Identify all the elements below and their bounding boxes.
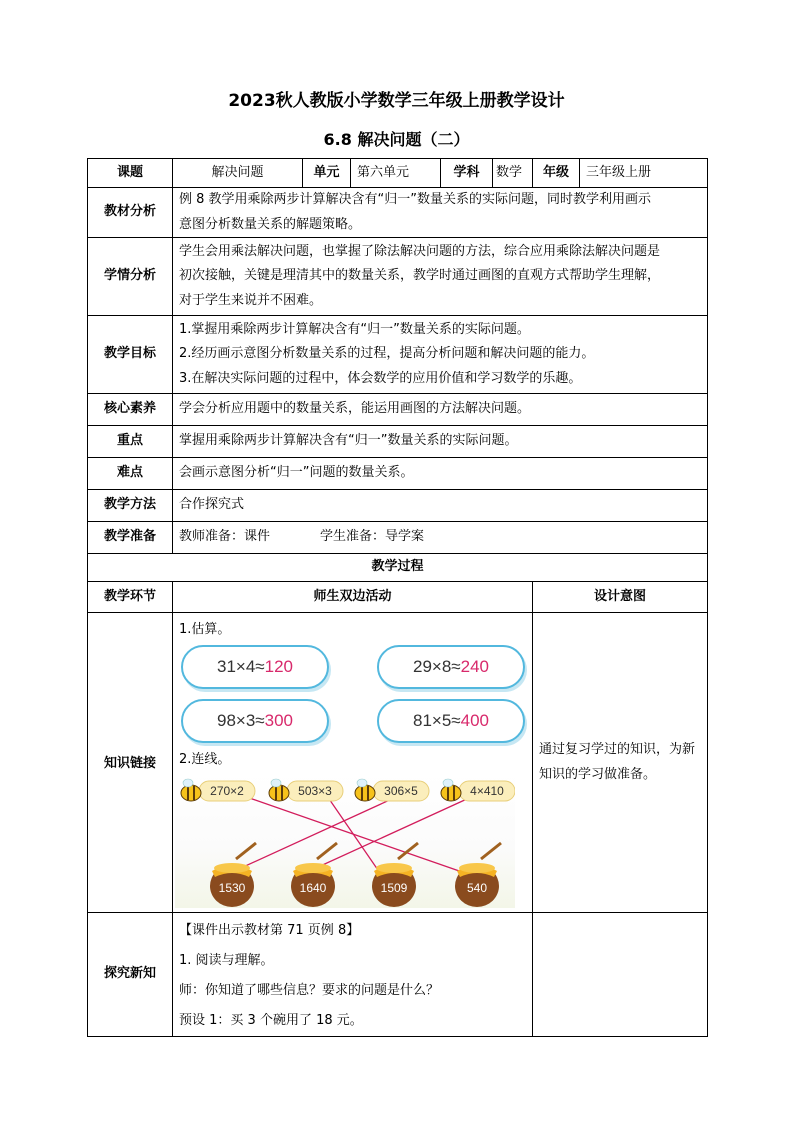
- explore-label: 探究新知: [88, 913, 173, 1037]
- bee-icon: [355, 779, 375, 801]
- estimate-expr: 31×4≈: [217, 657, 265, 676]
- pot-label: 1530: [218, 881, 246, 895]
- intent-header: 设计意图: [533, 582, 708, 613]
- textbook-label: 教材分析: [88, 188, 173, 238]
- topic-value: 解决问题: [173, 159, 303, 188]
- text-line: 2.经历画示意图分析数量关系的过程，提高分析问题和解决问题的能力。: [179, 346, 595, 362]
- prep-text: [173, 522, 708, 554]
- text-line: 师：你知道了哪些信息？要求的问题是什么？: [179, 982, 440, 998]
- text-line: 学生会用乘法解决问题，也掌握了除法解决问题的方法，综合应用乘除法解决问题是: [179, 244, 661, 260]
- estimate-card: [377, 699, 525, 743]
- subject-value: 数学: [493, 159, 533, 188]
- method-text: 合作探究式: [173, 490, 708, 522]
- activity-header: 师生双边活动: [173, 582, 533, 613]
- bee-card[interactable]: [269, 779, 343, 801]
- pot-label: 1509: [380, 881, 408, 895]
- key-row: [88, 426, 708, 458]
- students-row: [88, 238, 708, 316]
- stage-header: 教学环节: [88, 582, 173, 613]
- subject-label: 学科: [441, 159, 493, 188]
- bee-icon: [181, 779, 201, 801]
- estimate-card: [377, 645, 525, 689]
- students-text: [173, 238, 708, 316]
- estimate-answer: 240: [460, 657, 489, 676]
- honey-pot-icon: [455, 843, 501, 907]
- literacy-label: 核心素养: [88, 394, 173, 426]
- knowledge-intent: [533, 613, 708, 913]
- textbook-text: [173, 188, 708, 238]
- knowledge-label: 知识链接: [88, 613, 173, 913]
- key-text: 掌握用乘除两步计算解决含有“归一”数量关系的实际问题。: [173, 426, 708, 458]
- literacy-text: 学会分析应用题中的数量关系，能运用画图的方法解决问题。: [173, 394, 708, 426]
- prep-row: [88, 522, 708, 554]
- pot-label: 540: [466, 881, 488, 895]
- estimate-expr: 98×3≈: [217, 711, 265, 730]
- match-line[interactable]: [325, 793, 380, 873]
- text-line: 1. 阅读与理解。: [179, 952, 274, 968]
- honey-pot[interactable]: [210, 843, 256, 907]
- info-row: [88, 159, 708, 188]
- process-heading: 教学过程: [88, 554, 708, 582]
- match-line[interactable]: [230, 793, 405, 873]
- bee-card[interactable]: [355, 779, 429, 801]
- matching-heading: 2.连线。: [179, 752, 231, 767]
- teacher-prep: 教师准备：课件: [179, 529, 271, 545]
- text-line: 1.掌握用乘除两步计算解决含有“归一”数量关系的实际问题。: [179, 322, 530, 338]
- bee-icon: [441, 779, 461, 801]
- pot-label: 1640: [299, 881, 327, 895]
- grade-label: 年级: [533, 159, 580, 188]
- difficulty-row: [88, 458, 708, 490]
- prep-label: 教学准备: [88, 522, 173, 554]
- goals-text: [173, 316, 708, 394]
- explore-row: [88, 913, 708, 1037]
- goals-row: [88, 316, 708, 394]
- estimate-card: [181, 699, 329, 743]
- process-header-row: [88, 582, 708, 613]
- lesson-title: 6.8 解决问题（二）: [323, 130, 470, 149]
- method-label: 教学方法: [88, 490, 173, 522]
- text-line: 初次接触，关键是理清其中的数量关系，教学时通过画图的直观方式帮助学生理解，: [179, 268, 661, 284]
- topic-label: 课题: [88, 159, 173, 188]
- bee-card[interactable]: [181, 779, 255, 801]
- estimate-expr: 29×8≈: [413, 657, 461, 676]
- estimate-answer: 300: [264, 711, 293, 730]
- honey-pot-icon: [291, 843, 337, 907]
- difficulty-text: 会画示意图分析“归一”问题的数量关系。: [173, 458, 708, 490]
- text-line: 意图分析数量关系的解题策略。: [179, 216, 362, 232]
- bee-card-label: 4×410: [470, 784, 504, 798]
- students-label: 学情分析: [88, 238, 173, 316]
- bee-card-label: 503×3: [298, 784, 332, 798]
- textbook-row: [88, 188, 708, 238]
- intent-line: 知识的学习做准备。: [539, 766, 657, 782]
- document-title: 2023秋人教版小学数学三年级上册教学设计: [228, 91, 565, 111]
- honey-pot-icon: [210, 843, 256, 907]
- process-heading-row: [88, 554, 708, 582]
- grade-value: 三年级上册: [580, 159, 708, 188]
- knowledge-content: [173, 613, 533, 913]
- goals-label: 教学目标: [88, 316, 173, 394]
- matching-exercise: [175, 773, 515, 908]
- bee-card[interactable]: [441, 779, 515, 801]
- knowledge-row: [88, 613, 708, 913]
- bee-card-label: 306×5: [384, 784, 418, 798]
- text-line: 【课件出示教材第 71 页例 8】: [179, 922, 360, 938]
- method-row: [88, 490, 708, 522]
- literacy-row: [88, 394, 708, 426]
- honey-pot-icon: [372, 843, 418, 907]
- estimate-heading: 1.估算。: [179, 622, 231, 637]
- text-line: 3.在解决实际问题的过程中，体会数学的应用价值和学习数学的乐趣。: [179, 370, 582, 386]
- difficulty-label: 难点: [88, 458, 173, 490]
- explore-intent: [533, 913, 708, 1037]
- text-line: 预设 1：买 3 个碗用了 18 元。: [179, 1012, 363, 1028]
- estimate-answer: 400: [460, 711, 489, 730]
- text-line: 例 8 教学用乘除两步计算解决含有“归一”数量关系的实际问题，同时教学利用画示: [179, 192, 652, 208]
- student-prep: 学生准备：导学案: [320, 529, 425, 545]
- honey-pot[interactable]: [291, 843, 337, 907]
- honey-pot[interactable]: [455, 843, 501, 907]
- lesson-plan-table: [87, 158, 708, 1037]
- estimate-card: [181, 645, 329, 689]
- match-line[interactable]: [235, 793, 465, 873]
- bee-card-label: 270×2: [210, 784, 244, 798]
- honey-pot[interactable]: [372, 843, 418, 907]
- intent-line: 通过复习学过的知识，为新: [539, 742, 696, 758]
- explore-content: [173, 913, 533, 1037]
- estimate-answer: 120: [264, 657, 293, 676]
- unit-value: 第六单元: [351, 159, 441, 188]
- unit-label: 单元: [303, 159, 351, 188]
- estimate-expr: 81×5≈: [413, 711, 461, 730]
- bee-icon: [269, 779, 289, 801]
- match-line[interactable]: [305, 793, 480, 873]
- key-label: 重点: [88, 426, 173, 458]
- text-line: 对于学生来说并不困难。: [179, 292, 323, 308]
